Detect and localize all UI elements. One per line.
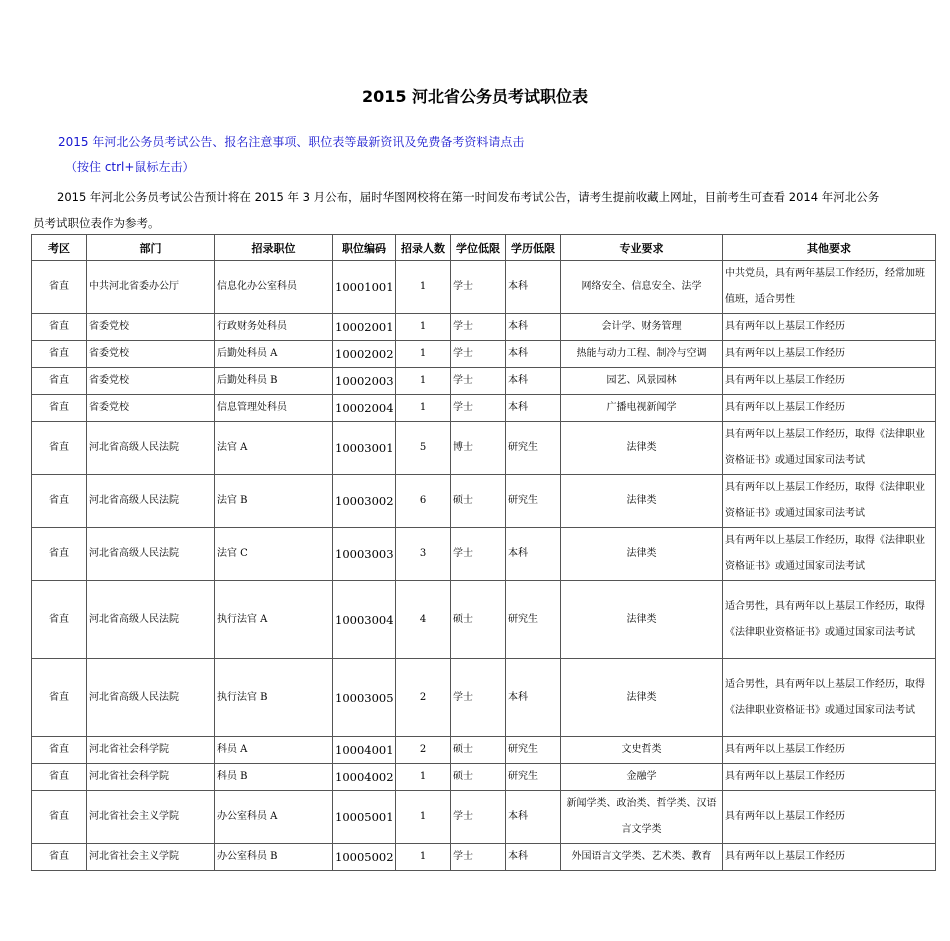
cell-area: 省直 [32,368,87,395]
cell-department: 省委党校 [87,341,215,368]
header-position: 招录职位 [215,235,333,261]
cell-code: 10003002 [333,475,396,528]
cell-area: 省直 [32,475,87,528]
header-education: 学历低限 [506,235,561,261]
cell-count: 3 [396,528,451,581]
cell-count: 1 [396,314,451,341]
header-department: 部门 [87,235,215,261]
cell-education: 本科 [506,314,561,341]
cell-other: 具有两年以上基层工作经历 [723,395,936,422]
cell-position: 行政财务处科员 [215,314,333,341]
cell-code: 10003005 [333,659,396,737]
cell-major: 新闻学类、政治类、哲学类、汉语言文学类 [561,791,723,844]
cell-code: 10003001 [333,422,396,475]
cell-code: 10004001 [333,737,396,764]
cell-code: 10003004 [333,581,396,659]
cell-area: 省直 [32,528,87,581]
cell-code: 10002002 [333,341,396,368]
cell-other: 具有两年以上基层工作经历，取得《法律职业资格证书》或通过国家司法考试 [723,528,936,581]
cell-other: 适合男性，具有两年以上基层工作经历，取得《法律职业资格证书》或通过国家司法考试 [723,581,936,659]
page-title: 2015 河北省公务员考试职位表 [361,87,589,106]
cell-code: 10005002 [333,844,396,871]
cell-education: 研究生 [506,581,561,659]
cell-count: 1 [396,261,451,314]
cell-major: 热能与动力工程、制冷与空调 [561,341,723,368]
cell-position: 办公室科员 B [215,844,333,871]
cell-major: 法律类 [561,659,723,737]
cell-department: 河北省高级人民法院 [87,659,215,737]
cell-degree: 学士 [451,395,506,422]
cell-education: 研究生 [506,475,561,528]
cell-major: 法律类 [561,422,723,475]
table-row [32,844,936,871]
table-row [32,261,936,314]
cell-department: 省委党校 [87,395,215,422]
header-code: 职位编码 [333,235,396,261]
cell-education: 本科 [506,368,561,395]
announcement-link[interactable]: 2015 年河北公务员考试公告、报名注意事项、职位表等最新资讯及免费备考资料请点击 [58,135,525,149]
cell-area: 省直 [32,737,87,764]
cell-count: 2 [396,737,451,764]
cell-position: 执行法官 B [215,659,333,737]
cell-position: 科员 A [215,737,333,764]
cell-count: 1 [396,791,451,844]
cell-degree: 学士 [451,844,506,871]
cell-position: 信息管理处科员 [215,395,333,422]
header-other: 其他要求 [723,235,936,261]
cell-department: 河北省高级人民法院 [87,475,215,528]
cell-degree: 学士 [451,314,506,341]
table-row [32,764,936,791]
table-row [32,314,936,341]
cell-position: 法官 A [215,422,333,475]
cell-department: 河北省社会主义学院 [87,791,215,844]
cell-education: 本科 [506,341,561,368]
cell-education: 研究生 [506,737,561,764]
cell-department: 河北省高级人民法院 [87,528,215,581]
intro-paragraph: 2015 年河北公务员考试公告预计将在 2015 年 3 月公布，届时华图网校将在第一时间发布考试公告，请考生提前收藏上网址，目前考生可查看 2014 年河北公务员考试职位表作为参考。 [33,190,880,230]
cell-position: 办公室科员 A [215,791,333,844]
table-row [32,368,936,395]
cell-code: 10002001 [333,314,396,341]
cell-count: 1 [396,368,451,395]
cell-position: 后勤处科员 A [215,341,333,368]
cell-position: 后勤处科员 B [215,368,333,395]
cell-other: 具有两年以上基层工作经历 [723,368,936,395]
cell-major: 法律类 [561,581,723,659]
cell-area: 省直 [32,659,87,737]
job-positions-table [31,234,936,871]
cell-department: 河北省社会科学院 [87,737,215,764]
cell-major: 会计学、财务管理 [561,314,723,341]
cell-degree: 硕士 [451,764,506,791]
cell-department: 河北省高级人民法院 [87,581,215,659]
cell-major: 文史哲类 [561,737,723,764]
cell-count: 1 [396,844,451,871]
cell-code: 10001001 [333,261,396,314]
cell-area: 省直 [32,764,87,791]
cell-department: 河北省社会主义学院 [87,844,215,871]
cell-education: 本科 [506,659,561,737]
cell-major: 金融学 [561,764,723,791]
table-row [32,475,936,528]
cell-count: 2 [396,659,451,737]
cell-department: 河北省高级人民法院 [87,422,215,475]
cell-code: 10003003 [333,528,396,581]
cell-degree: 硕士 [451,581,506,659]
cell-major: 法律类 [561,528,723,581]
cell-other: 中共党员，具有两年基层工作经历，经常加班值班，适合男性 [723,261,936,314]
cell-area: 省直 [32,261,87,314]
cell-code: 10005001 [333,791,396,844]
cell-major: 园艺、风景园林 [561,368,723,395]
cell-degree: 学士 [451,659,506,737]
cell-position: 法官 C [215,528,333,581]
cell-education: 研究生 [506,422,561,475]
cell-degree: 硕士 [451,475,506,528]
table-row [32,422,936,475]
cell-position: 科员 B [215,764,333,791]
cell-other: 具有两年以上基层工作经历，取得《法律职业资格证书》或通过国家司法考试 [723,422,936,475]
table-row [32,659,936,737]
cell-area: 省直 [32,844,87,871]
header-degree: 学位低限 [451,235,506,261]
cell-count: 1 [396,764,451,791]
cell-code: 10004002 [333,764,396,791]
cell-count: 5 [396,422,451,475]
cell-other: 具有两年以上基层工作经历 [723,764,936,791]
table-row [32,341,936,368]
table-header-row [32,235,936,261]
cell-education: 本科 [506,261,561,314]
table-row [32,791,936,844]
cell-count: 6 [396,475,451,528]
cell-other: 具有两年以上基层工作经历 [723,737,936,764]
cell-education: 研究生 [506,764,561,791]
cell-code: 10002004 [333,395,396,422]
cell-major: 广播电视新闻学 [561,395,723,422]
header-major: 专业要求 [561,235,723,261]
cell-education: 本科 [506,528,561,581]
cell-education: 本科 [506,791,561,844]
cell-position: 执行法官 A [215,581,333,659]
cell-position: 法官 B [215,475,333,528]
ctrl-click-hint: （按住 ctrl+鼠标左击） [65,160,195,174]
table-row [32,737,936,764]
cell-area: 省直 [32,791,87,844]
cell-degree: 博士 [451,422,506,475]
cell-degree: 硕士 [451,737,506,764]
cell-degree: 学士 [451,528,506,581]
cell-major: 外国语言文学类、艺术类、教育 [561,844,723,871]
table-row [32,581,936,659]
cell-code: 10002003 [333,368,396,395]
cell-department: 省委党校 [87,314,215,341]
cell-degree: 学士 [451,341,506,368]
cell-other: 具有两年以上基层工作经历 [723,314,936,341]
cell-major: 法律类 [561,475,723,528]
cell-area: 省直 [32,314,87,341]
header-area: 考区 [32,235,87,261]
cell-other: 具有两年以上基层工作经历 [723,844,936,871]
cell-department: 中共河北省委办公厅 [87,261,215,314]
cell-position: 信息化办公室科员 [215,261,333,314]
cell-department: 河北省社会科学院 [87,764,215,791]
cell-count: 4 [396,581,451,659]
cell-other: 具有两年以上基层工作经历，取得《法律职业资格证书》或通过国家司法考试 [723,475,936,528]
cell-degree: 学士 [451,368,506,395]
header-count: 招录人数 [396,235,451,261]
cell-area: 省直 [32,422,87,475]
cell-count: 1 [396,341,451,368]
table-row [32,528,936,581]
cell-other: 具有两年以上基层工作经历 [723,791,936,844]
cell-other: 适合男性，具有两年以上基层工作经历，取得《法律职业资格证书》或通过国家司法考试 [723,659,936,737]
cell-education: 本科 [506,844,561,871]
cell-other: 具有两年以上基层工作经历 [723,341,936,368]
cell-area: 省直 [32,581,87,659]
cell-area: 省直 [32,395,87,422]
cell-area: 省直 [32,341,87,368]
cell-count: 1 [396,395,451,422]
table-row [32,395,936,422]
cell-major: 网络安全、信息安全、法学 [561,261,723,314]
cell-department: 省委党校 [87,368,215,395]
cell-education: 本科 [506,395,561,422]
cell-degree: 学士 [451,791,506,844]
cell-degree: 学士 [451,261,506,314]
